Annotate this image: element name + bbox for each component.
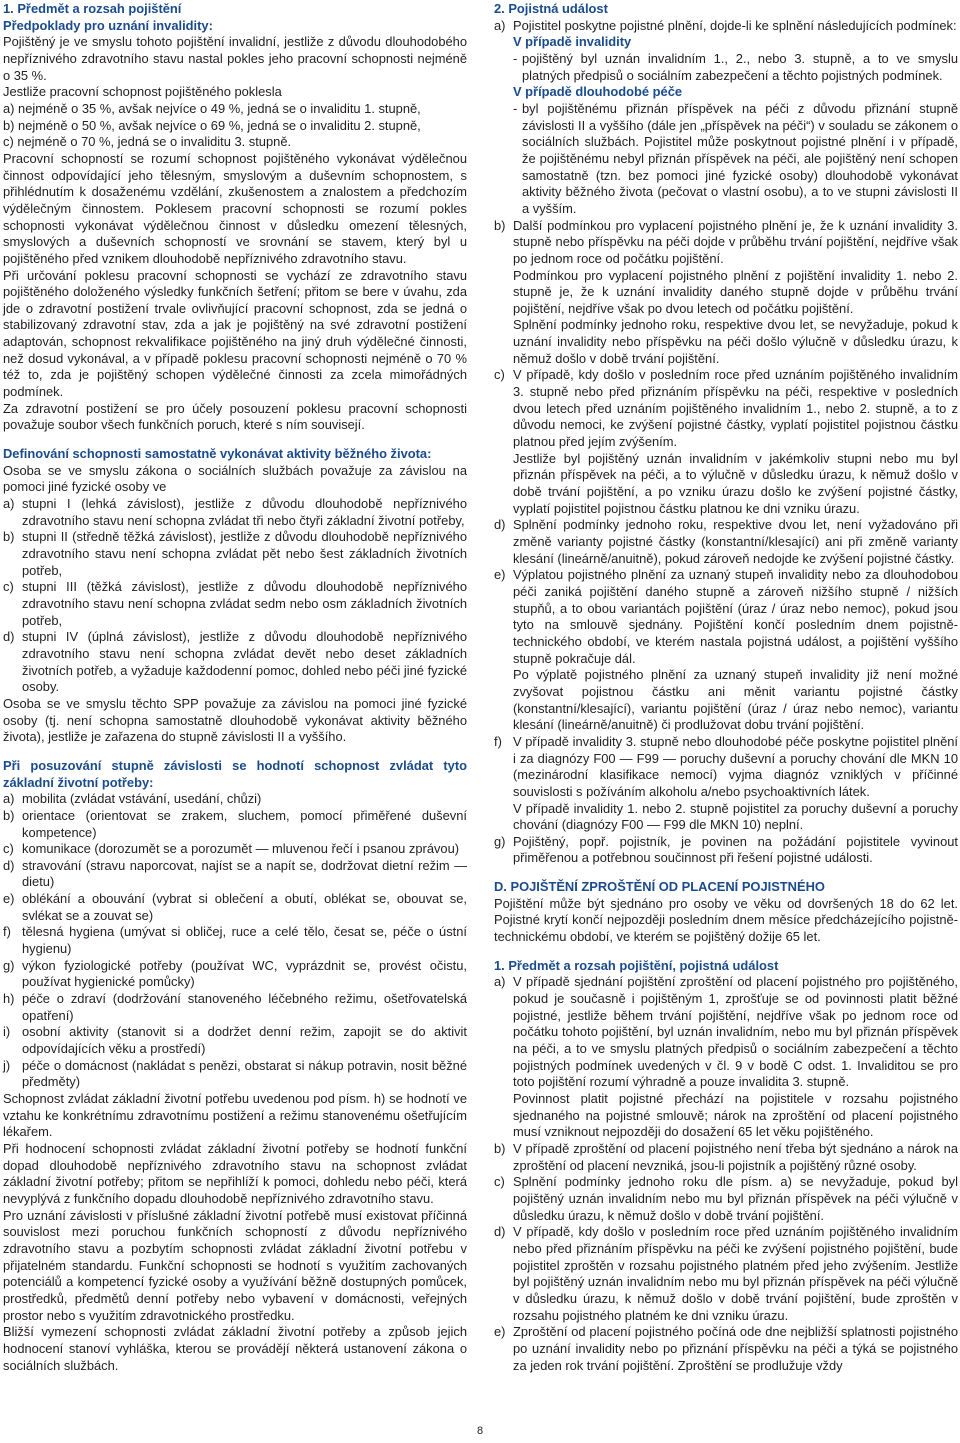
section-title: 1. Předmět a rozsah pojištění, pojistná událost [494, 957, 779, 973]
degree-item: c) nejméně o 70 %, jedná se o invaliditu 3. stupně. [3, 134, 292, 150]
chapter-title: D. POJIŠTĚNÍ ZPROŠTĚNÍ OD PLACENÍ POJISTNÉHO [494, 879, 825, 895]
list-item: a) mobilita (zvládat vstávání, usedání, chůzi) [3, 791, 262, 807]
dash-item: - byl pojištěnému přiznán příspěvek na péči z důvodu přiznání stupně závislosti II a vyššího (dále jen „příspěvek na péči“) v souladu se zákonem o sociálních službách. Pojistitel může poskytnout pojistné plnění i v případě, že pojištěnému nebyl přiznán příspěvek na péči, ale pojištěný není schopen samostatně (tzn. bez pomoci jiné fyzické osoby) dlouhodobě vykonávat aktivity běžného života (pečovat o vlastní osobu), a to ve stupni závislosti II a vyšším. [513, 100, 958, 216]
paragraph: Pracovní schopností se rozumí schopnost pojištěného vykonávat výdělečnou činnost odpovídající jeho tělesným, smyslovým a duševním schopnostem, s přihlédnutím k dosaženému vzdělání, zkušenostem a znalostem a předchozím výdělečným činnostem. Poklesem pracovní schopnosti se rozumí pokles schopnosti vykonávat výdělečnou činnost v důsledku omezení tělesných, smyslových a duševních schopností ve srovnání se stavem, který byl u pojištěného před vznikem dlouhodobě nepříznivého zdravotního stavu. [3, 150, 467, 266]
needs-title: Při posuzování stupně závislosti se hodnotí schopnost zvládat tyto základní životní potřeby: [3, 757, 467, 790]
list-item: j) péče o domácnost (nakládat s penězi, obstarat si nákup potravin, nosit běžné předměty) [3, 1057, 467, 1090]
paragraph: Pojištění může být sjednáno pro osoby ve věku od dovršených 18 do 62 let. Pojistné krytí končí nejpozději posledním dnem měsíce předcházejícího pojistně-technickému období, ve kterém se pojištěný dožije 65 let. [494, 895, 958, 945]
paragraph: Schopnost zvládat základní životní potřebu uvedenou pod písm. h) se hodnotí ve vztahu ke konkrétnímu zdravotnímu postižení a režimu stanovenému ošetřujícím lékařem. [3, 1091, 467, 1140]
paragraph: Po výplatě pojistného plnění za uznaný stupeň invalidity již není možné zvyšovat pojistnou částku ani měnit variantu pojistné částky (konstantní/klesající), variantu pojištění (úraz / úraz nebo nemoc), variantu klesání (lineárně/anuitně) či prodlužovat dobu trvání pojištění. [513, 667, 958, 733]
degree-item: b) nejméně o 50 %, avšak nejvíce o 69 %, jedná se o invaliditu 2. stupně, [3, 117, 421, 133]
dash-item: - pojištěný byl uznán invalidním 1., 2., nebo 3. stupně, a to ve smyslu platných předpisů o sociálním zabezpečení a těchto pojistných podmínek. [513, 50, 958, 83]
conditions-title: Předpoklady pro uznání invalidity: [3, 17, 213, 33]
list-item: e) Výplatou pojistného plnění za uznaný stupeň invalidity nebo za dlouhodobou péči zaniká pojištění daného stupně a zároveň nižšího stupně / nižších stupňů, a to obou variantách pojištění (úraz / úraz nebo nemoc), pokud jsou tyto na smlouvě sjednány. Pojištění končí posledním dnem pojistně-technického období, ve kterém nastala pojistná událost, a pojištění vyššího stupně pokračuje dál. [494, 567, 958, 666]
basic-needs-list [3, 791, 467, 1091]
subheading-invalidity: V případě invalidity [513, 34, 632, 50]
list-item: i) osobní aktivity (stanovit si a dodržet denní režim, zapojit se do aktivit odpovídajících věku a prostředí) [3, 1024, 467, 1057]
list-item: d) V případě, kdy došlo v posledním roce před uznáním pojištěného invalidním nebo před přiznáním příspěvku na péči ke zvýšení pojistného pojištění, bude pojistitel zproštěn v rozsahu pojistného platném před jeho zvýšením. Jestliže byl pojištěný uznán invalidním nebo mu byl přiznán příspěvek na péči výlučně v důsledku úrazu, k němuž došlo v době trvání pojištění, bude zproštěn v rozsahu pojistného platném ke dni vzniku úrazu. [494, 1224, 958, 1323]
left-column [3, 1, 467, 1374]
paragraph: Jestliže byl pojištěný uznán invalidním v jakémkoliv stupni nebo mu byl přiznán příspěvek na péči, a to výlučně v důsledku úrazu, k němuž došlo v době trvání pojištění, a po vzniku úrazu došlo ke zvýšení pojistné částky, vyplatí pojistitel pojistnou částku platnou ke dni vzniku úrazu. [513, 450, 958, 516]
degree-item: a) nejméně o 35 %, avšak nejvíce o 49 %, jedná se o invaliditu 1. stupně, [3, 100, 421, 116]
paragraph: Povinnost platit pojistné přechází na pojistitele v rozsahu pojistného sjednaného na pojistné smlouvě; nárok na zproštění od placení pojistného musí vzniknout nejpozději do dosažení 65 let věku pojištěného. [513, 1091, 958, 1140]
dependency-levels-list [3, 496, 467, 696]
subheading-long-term-care: V případě dlouhodobé péče [513, 84, 683, 100]
list-item: a) stupni I (lehká závislost), jestliže z důvodu dlouhodobě nepříznivého zdravotního stavu není schopna zvládat tři nebo čtyři základní životní potřeby, [3, 496, 467, 528]
list-item: e) oblékání a obouvání (vybrat si oblečení a obutí, oblékat se, obouvat se, svlékat se a zouvat se) [3, 891, 467, 923]
list-item: a) V případě sjednání pojištění zproštění od placení pojistného pro pojištěného, pokud je současně i pojištěným 1, zprošťuje se od povinnosti platit běžné pojistné, jestliže během trvání pojištění, nejdříve však po jednom roce od počátku tohoto pojištění, byl uznán invalidním, nebo mu byl přiznán příspěvek na péči, a to ve smyslu platných předpisů o sociálním zabezpečení a těchto pojistných podmínek uvedených v čl. 9 v bodě C odst. 1. Invaliditou se pro toto pojištění rozumí výhradně a pouze invalidita 3. stupně. [494, 974, 958, 1090]
list-item: g) Pojištěný, popř. pojistník, je povinen na požádání pojistitele vyvinout přiměřenou a potřebnou součinnost při řešení pojistné události. [494, 833, 958, 866]
list-item: c) Splnění podmínky jednoho roku dle písm. a) se nevyžaduje, pokud byl pojištěný uznán invalidním nebo mu byl přiznán příspěvek na péči výlučně v důsledku úrazu, k němuž došlo v době trvání pojištění. [494, 1174, 958, 1223]
list-item: b) orientace (orientovat se zrakem, sluchem, pomocí přiměřené duševní kompetence) [3, 807, 467, 840]
list-item: c) V případě, kdy došlo v posledním roce před uznáním pojištěného invalidním 3. stupně nebo před přiznáním příspěvku na péči, respektive v posledních dvou letech před uznáním pojištěného invalidním 1., nebo 2. stupně, a to z důvodu nemoci, ke zvýšení pojistné částky, vyplatí pojistitel pojistnou částku platnou před jejím zvýšením. [494, 367, 958, 450]
paragraph: Osoba se ve smyslu těchto SPP považuje za závislou na pomoci jiné fyzické osoby (tj. není schopna samostatně dlouhodobě vykonávat aktivity běžného života), jestliže je zařazena do stupně závislosti II a vyššího. [3, 695, 467, 745]
paragraph: V případě invalidity 1. nebo 2. stupně pojistitel za poruchy duševní a poruchy chování (diagnózy F00 — F99 dle MKN 10) neplní. [513, 800, 958, 833]
paragraph: Podmínkou pro vyplacení pojistného plnění z pojištění invalidity 1. nebo 2. stupně je, že k uznání invalidity daného stupně dojde v průběhu trvání pojištění, nejdříve však po dvou letech od počátku pojištění. [513, 267, 958, 316]
list-item: h) péče o zdraví (dodržování stanoveného léčebného režimu, ošetřovatelská opatření) [3, 991, 467, 1023]
right-column [494, 1, 958, 1374]
list-item: d) stravování (stravu naporcovat, najíst se a napít se, dodržovat dietní režim — dietu) [3, 857, 467, 890]
list-item: c) stupni III (těžká závislost), jestliže z důvodu dlouhodobě nepříznivého zdravotního stavu není schopna zvládat sedm nebo osm základních životních potřeb, [3, 579, 467, 628]
list-item: b) V případě zproštění od placení pojistného není třeba být sjednáno a nárok na zproštění od placení nevzniká, jsou-li pojistník a pojištěný různé osoby. [494, 1140, 958, 1173]
definition-title: Definování schopnosti samostatně vykonávat aktivity běžného života: [3, 446, 432, 462]
section-title: 2. Pojistná událost [494, 1, 608, 16]
page-number: 8 [476, 1425, 484, 1437]
list-item: c) komunikace (dorozumět se a porozumět — mluvenou řečí i psanou zprávou) [3, 841, 460, 857]
paragraph: Při určování poklesu pracovní schopnosti se vychází ze zdravotního stavu pojištěného doloženého výsledky funkčních šetření; přitom se bere v úvahu, zda jde o zdravotní postižení trvale ovlivňující pracovní schopnost, zda se jedná o stabilizovaný zdravotní stav, zda a jak je pojištěný na své zdravotní postižení adaptován, schopnost rekvalifikace pojištěného na jiný druh výdělečné činnosti, než dosud vykonával, a v případě poklesu pracovní schopnosti nejméně o 70 % též to, zda je pojištěný schopen výdělečné činnosti za zcela mimořádných podmínek. [3, 267, 467, 400]
list-item: a) Pojistitel poskytne pojistné plnění, dojde-li ke splnění následujících podmínek: [494, 17, 957, 33]
list-item: f) V případě invalidity 3. stupně nebo dlouhodobé péče poskytne pojistitel plnění i za diagnózy F00 — F99 — poruchy duševní a poruchy chování dle MKN 10 (mezinárodní klasifikace nemocí) vyjma diagnóz vzniklých v příčinné souvislosti s požíváním alkoholu a/nebo psychoaktivních látek. [494, 733, 958, 799]
paragraph: Osoba se ve smyslu zákona o sociálních službách považuje za závislou na pomoci jiné fyzické osoby ve [3, 462, 467, 495]
paragraph: Jestliže pracovní schopnost pojištěného poklesla [3, 84, 282, 100]
list-item: b) stupni II (středně těžká závislost), jestliže z důvodu dlouhodobě nepříznivého zdravotního stavu není schopna zvládat pět nebo šest základních životních potřeb, [3, 529, 467, 578]
list-item: d) stupni IV (úplná závislost), jestliže z důvodu dlouhodobě nepříznivého zdravotního stavu není schopna zvládat devět nebo deset základních životních potřeb, a vyžaduje každodenní pomoc, dohled nebo péči jiné fyzické osoby. [3, 629, 467, 695]
section-title: 1. Předmět a rozsah pojištění [3, 1, 182, 16]
paragraph: Pro uznání závislosti v příslušné základní životní potřebě musí existovat příčinná souvislost mezi poruchou funkčních schopností z důvodu nepříznivého zdravotního stavu a pozbytím schopnosti zvládat základní životní potřebu v přijatelném standardu. Funkční schopnosti se hodnotí s využitím zachovaných potenciálů a kompetencí fyzické osoby a využívání běžně dostupných pomůcek, prostředků, předmětů denní potřeby nebo vybavení v domácnosti, veřejných prostor nebo s využitím zdravotnického prostředku. [3, 1207, 467, 1323]
paragraph: Bližší vymezení schopnosti zvládat základní životní potřeby a způsob jejich hodnocení stanoví vyhláška, kterou se provádějí některá ustanovení zákona o sociálních službách. [3, 1324, 467, 1373]
list-item: d) Splnění podmínky jednoho roku, respektive dvou let, není vyžadováno při změně varianty pojistné částky (konstantní/klesající) ani při změně varianty klesání (lineárně/anuitně), pokud zároveň nedojde ke zvýšení pojistné částky. [494, 517, 958, 566]
paragraph: Při hodnocení schopnosti zvládat základní životní potřeby se hodnotí funkční dopad dlouhodobě nepříznivého zdravotního stavu na schopnost zvládat základní životní potřeby; přitom se nepřihlíží k pomoci, dohledu nebo péči, která nevyplývá z funkčního dopadu dlouhodobě nepříznivého zdravotního stavu. [3, 1140, 467, 1206]
paragraph: Za zdravotní postižení se pro účely posouzení poklesu pracovní schopnosti považuje soubor všech funkčních poruch, které s ním souvisejí. [3, 400, 467, 433]
list-item: f) tělesná hygiena (umývat si obličej, ruce a celé tělo, česat se, péče o ústní hygienu) [3, 924, 467, 957]
paragraph: Pojištěný je ve smyslu tohoto pojištění invalidní, jestliže z důvodu dlouhodobého nepříznivého zdravotního stavu nastal pokles jeho pracovní schopnosti nejméně o 35 %. [3, 34, 467, 83]
list-item: g) výkon fyziologické potřeby (používat WC, vyprázdnit se, provést očistu, používat hygienické pomůcky) [3, 957, 467, 990]
paragraph: Splnění podmínky jednoho roku, respektive dvou let, se nevyžaduje, pokud k uznání invalidity nebo příspěvku na péči došlo výlučně v důsledku úrazu, k němuž došlo v době trvání pojištění. [513, 317, 958, 366]
list-item: b) Další podmínkou pro vyplacení pojistného plnění je, že k uznání invalidity 3. stupně nebo příspěvku na péči dojde v průběhu trvání pojištění, nejdříve však po jednom roce od počátku pojištění. [494, 217, 958, 266]
list-item: e) Zproštění od placení pojistného počíná ode dne nejbližší splatnosti pojistného po uznání invalidity nebo po přiznání příspěvku na péči a týká se pojistného za jeden rok trvání pojištění. Zproštění se prodlužuje vždy [494, 1324, 958, 1373]
